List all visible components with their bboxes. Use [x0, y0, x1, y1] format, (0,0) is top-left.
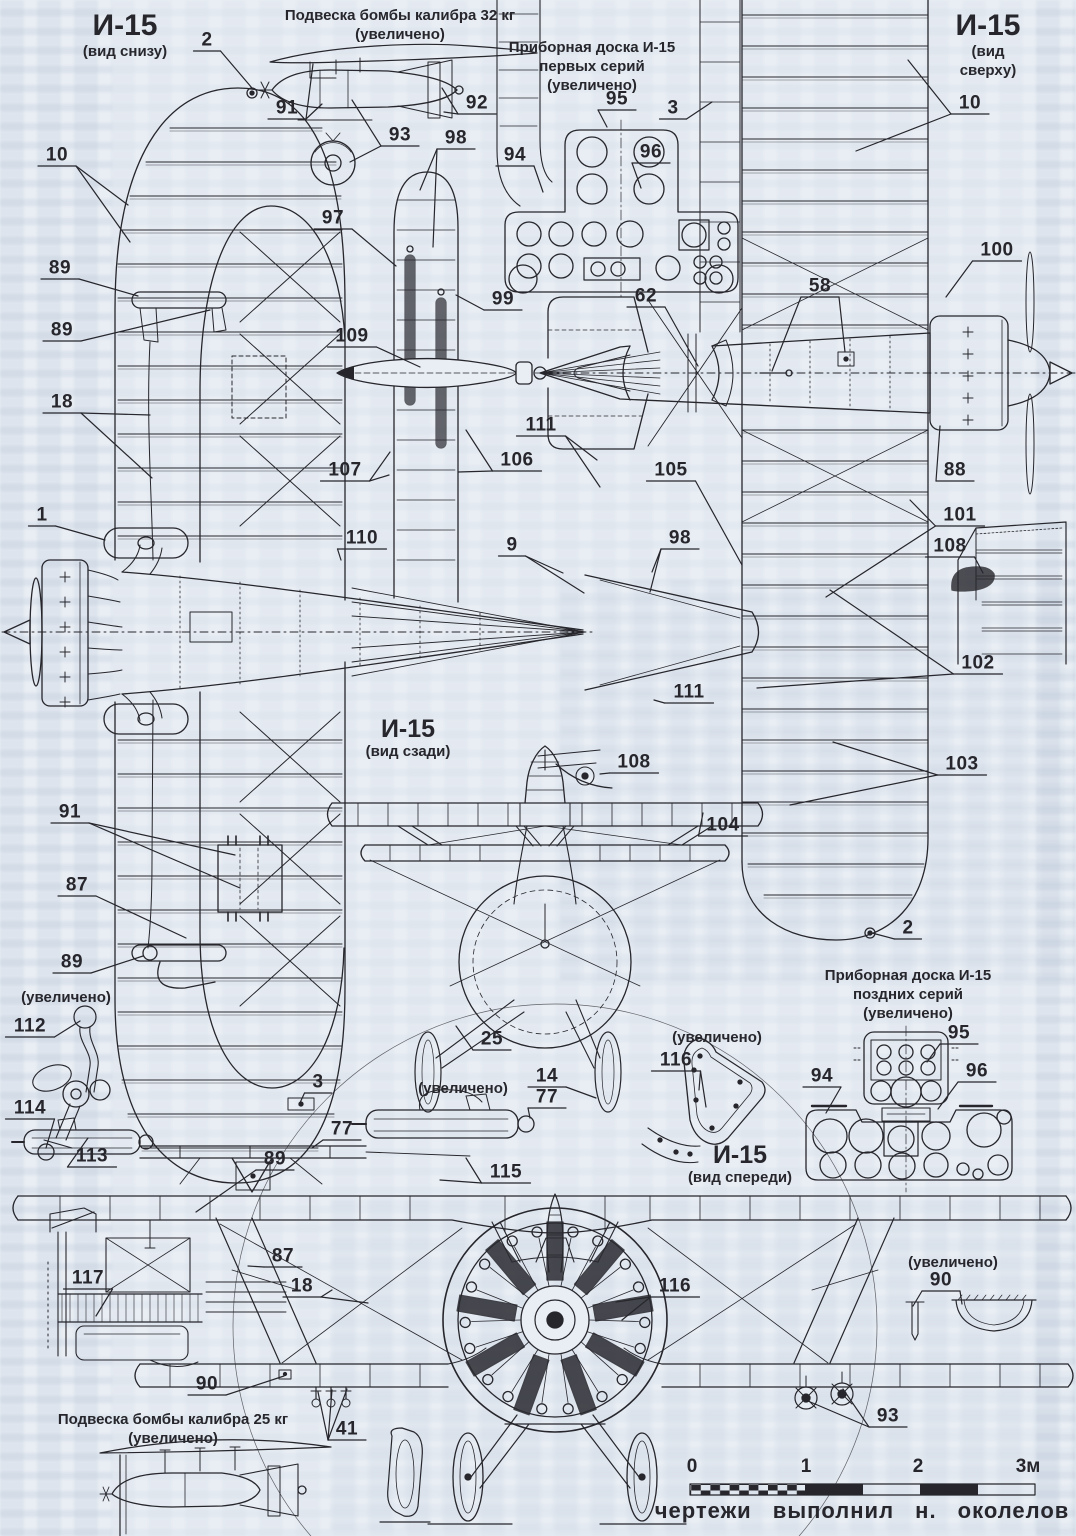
- label-bomb-32kg-line: (увеличено): [355, 26, 445, 44]
- callout-104: 104: [706, 814, 740, 836]
- label-bomb-25kg-line: Подвеска бомбы калибра 25 кг: [57, 1411, 289, 1428]
- label-panel-late-line: Приборная доска И-15: [824, 967, 992, 984]
- callout-2: 2: [902, 917, 914, 939]
- callout-114: 114: [13, 1097, 47, 1119]
- callout-90: 90: [929, 1269, 953, 1291]
- callout-18: 18: [290, 1275, 314, 1297]
- callout-89: 89: [263, 1148, 287, 1170]
- scale-tick-2: 2: [912, 1456, 924, 1477]
- callout-14: 14: [535, 1065, 559, 1087]
- callout-98: 98: [444, 127, 468, 149]
- label-view-front-line: И-15: [712, 1141, 768, 1169]
- label-panel-early-line: первых серий: [539, 58, 645, 76]
- callout-41: 41: [335, 1418, 359, 1440]
- callout-89: 89: [60, 951, 84, 973]
- label-panel-late-line: поздних серий: [852, 986, 964, 1004]
- callout-115: 115: [489, 1161, 523, 1183]
- callout-95: 95: [605, 88, 629, 110]
- callout-88: 88: [943, 459, 967, 481]
- callout-1: 1: [36, 504, 48, 526]
- callout-91: 91: [275, 97, 299, 119]
- callout-87: 87: [65, 874, 89, 896]
- scale-tick-0: 0: [686, 1456, 698, 1477]
- callout-93: 93: [876, 1405, 900, 1427]
- callout-87: 87: [271, 1245, 295, 1267]
- callout-107: 107: [328, 459, 362, 481]
- callout-98: 98: [668, 527, 692, 549]
- callout-116: 116: [659, 1049, 693, 1071]
- callout-100: 100: [980, 239, 1014, 261]
- label-bomb-25kg-line: (увеличено): [128, 1430, 218, 1448]
- callout-77: 77: [330, 1118, 354, 1140]
- callout-90: 90: [195, 1373, 219, 1395]
- label-zoom-stick-line: (увеличено): [21, 989, 111, 1006]
- label-zoom-hatch-line: (увеличено): [672, 1029, 762, 1046]
- callout-106: 106: [500, 449, 534, 471]
- label-view-bottom-line: (вид снизу): [82, 42, 168, 60]
- callout-108: 108: [617, 751, 651, 773]
- label-panel-early-line: (увеличено): [547, 77, 637, 95]
- callout-97: 97: [321, 207, 345, 229]
- scale-tick-1: 1: [800, 1456, 812, 1477]
- callout-2: 2: [201, 29, 213, 51]
- callout-116: 116: [658, 1275, 692, 1297]
- callout-25: 25: [480, 1028, 504, 1050]
- callout-89: 89: [48, 257, 72, 279]
- drawing-credit: чертежи выполнил н. околелов: [654, 1498, 1070, 1523]
- label-view-front-line: (вид спереди): [687, 1169, 793, 1187]
- callout-111: 111: [673, 681, 705, 703]
- callout-103: 103: [945, 753, 979, 775]
- callout-102: 102: [961, 652, 995, 674]
- callout-117: 117: [71, 1267, 105, 1289]
- callout-10: 10: [45, 144, 69, 166]
- callout-99: 99: [491, 288, 515, 310]
- callout-105: 105: [654, 459, 688, 481]
- callout-108: 108: [933, 535, 967, 557]
- callout-113: 113: [75, 1145, 109, 1167]
- callout-96: 96: [965, 1060, 989, 1082]
- callout-95: 95: [947, 1022, 971, 1044]
- callout-101: 101: [943, 504, 977, 526]
- callout-9: 9: [506, 534, 518, 556]
- callout-111: 111: [525, 414, 557, 436]
- label-panel-early-line: Приборная доска И-15: [508, 39, 676, 56]
- label-view-rear-line: И-15: [380, 715, 436, 743]
- label-zoom-guns-line: (увеличено): [418, 1080, 508, 1097]
- label-view-top-line: (вид сверху): [959, 42, 1017, 79]
- callout-3: 3: [667, 97, 679, 119]
- callout-94: 94: [810, 1065, 834, 1087]
- label-bomb-32kg-line: Подвеска бомбы калибра 32 кг: [284, 7, 516, 24]
- callout-77: 77: [535, 1086, 559, 1108]
- callout-96: 96: [639, 141, 663, 163]
- callout-109: 109: [335, 325, 369, 347]
- label-view-rear-line: (вид сзади): [365, 743, 451, 761]
- callout-10: 10: [958, 92, 982, 114]
- label-zoom-washer-line: (увеличено): [908, 1254, 998, 1271]
- callout-93: 93: [388, 124, 412, 146]
- scale-tick-3м: 3м: [1015, 1456, 1041, 1477]
- callout-91: 91: [58, 801, 82, 823]
- label-view-bottom-line: И-15: [92, 9, 158, 42]
- label-view-top-line: И-15: [955, 9, 1021, 42]
- callout-18: 18: [50, 391, 74, 413]
- callout-94: 94: [503, 144, 527, 166]
- callout-62: 62: [634, 285, 658, 307]
- callout-92: 92: [465, 92, 489, 114]
- label-panel-late-line: (увеличено): [863, 1005, 953, 1023]
- callout-89: 89: [50, 319, 74, 341]
- callout-3: 3: [312, 1071, 324, 1093]
- callout-112: 112: [13, 1015, 47, 1037]
- callout-58: 58: [808, 275, 832, 297]
- callout-110: 110: [345, 527, 379, 549]
